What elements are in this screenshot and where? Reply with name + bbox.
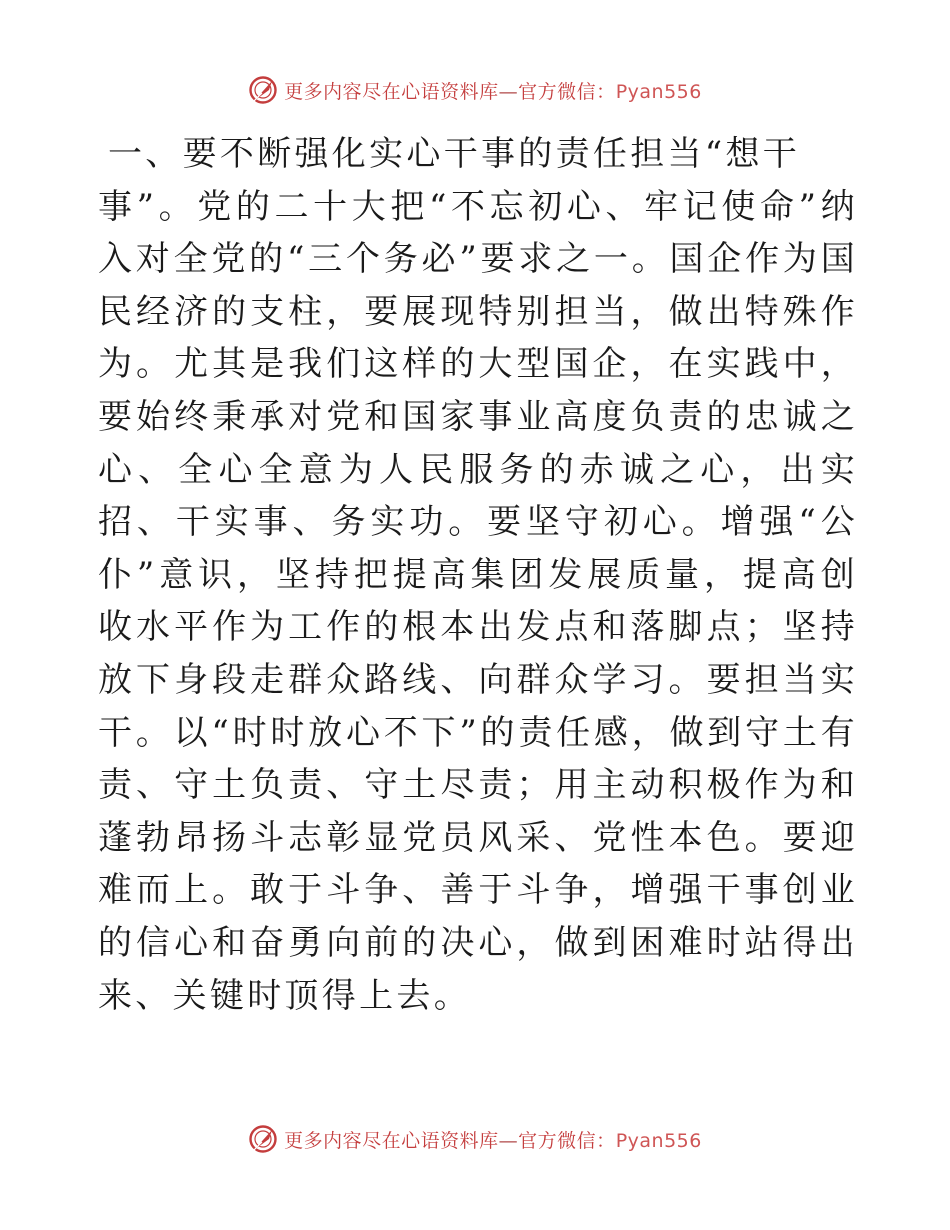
header-watermark <box>0 70 950 110</box>
section-heading-line: 一、要不断强化实心干事的责任担当“想干 <box>108 134 801 174</box>
footer-watermark <box>0 1119 950 1159</box>
watermark-official-text: 官方微信： <box>518 80 616 103</box>
watermark-official-text: 官方微信： <box>518 1129 616 1152</box>
quill-logo-icon <box>248 75 278 105</box>
watermark-main-text: 更多内容尽在心语资料库 <box>284 80 499 103</box>
section-paragraph <box>98 128 858 1022</box>
watermark-wechat-id: Pyan556 <box>615 80 702 103</box>
watermark-wechat-id: Pyan556 <box>615 1129 702 1152</box>
watermark-main-text: 更多内容尽在心语资料库 <box>284 1129 499 1152</box>
section-body-text: 事”。党的二十大把“不忘初心、牢记使命”纳入对全党的“三个务必”要求之一。国企作为国民经济的支柱，要展现特别担当，做出特殊作为。尤其是我们这样的大型国企，在实践中，要始终秉承对党和国家事业高度负责的忠诚之心、全心全意为人民服务的赤诚之心，出实招、干实事、务实功。要坚守初心。增强“公仆”意识，坚持把提高集团发展质量，提高创收水平作为工作的根本出发点和落脚点；坚持放下身段走群众路线、向群众学习。要担当实干。以“时时放心不下”的责任感，做到守土有责、守土负责、守土尽责；用主动积极作为和蓬勃昂扬斗志彰显党员风采、党性本色。要迎难而上。敢于斗争、善于斗争，增强干事创业的信心和奋勇向前的决心，做到困难时站得出来、关键时顶得上去。 <box>98 186 858 1016</box>
document-body <box>98 128 858 1022</box>
watermark-dash: — <box>498 80 519 103</box>
watermark-dash: — <box>498 1129 519 1152</box>
watermark-text <box>284 77 702 104</box>
watermark-text <box>284 1126 702 1153</box>
quill-logo-icon <box>248 1124 278 1154</box>
